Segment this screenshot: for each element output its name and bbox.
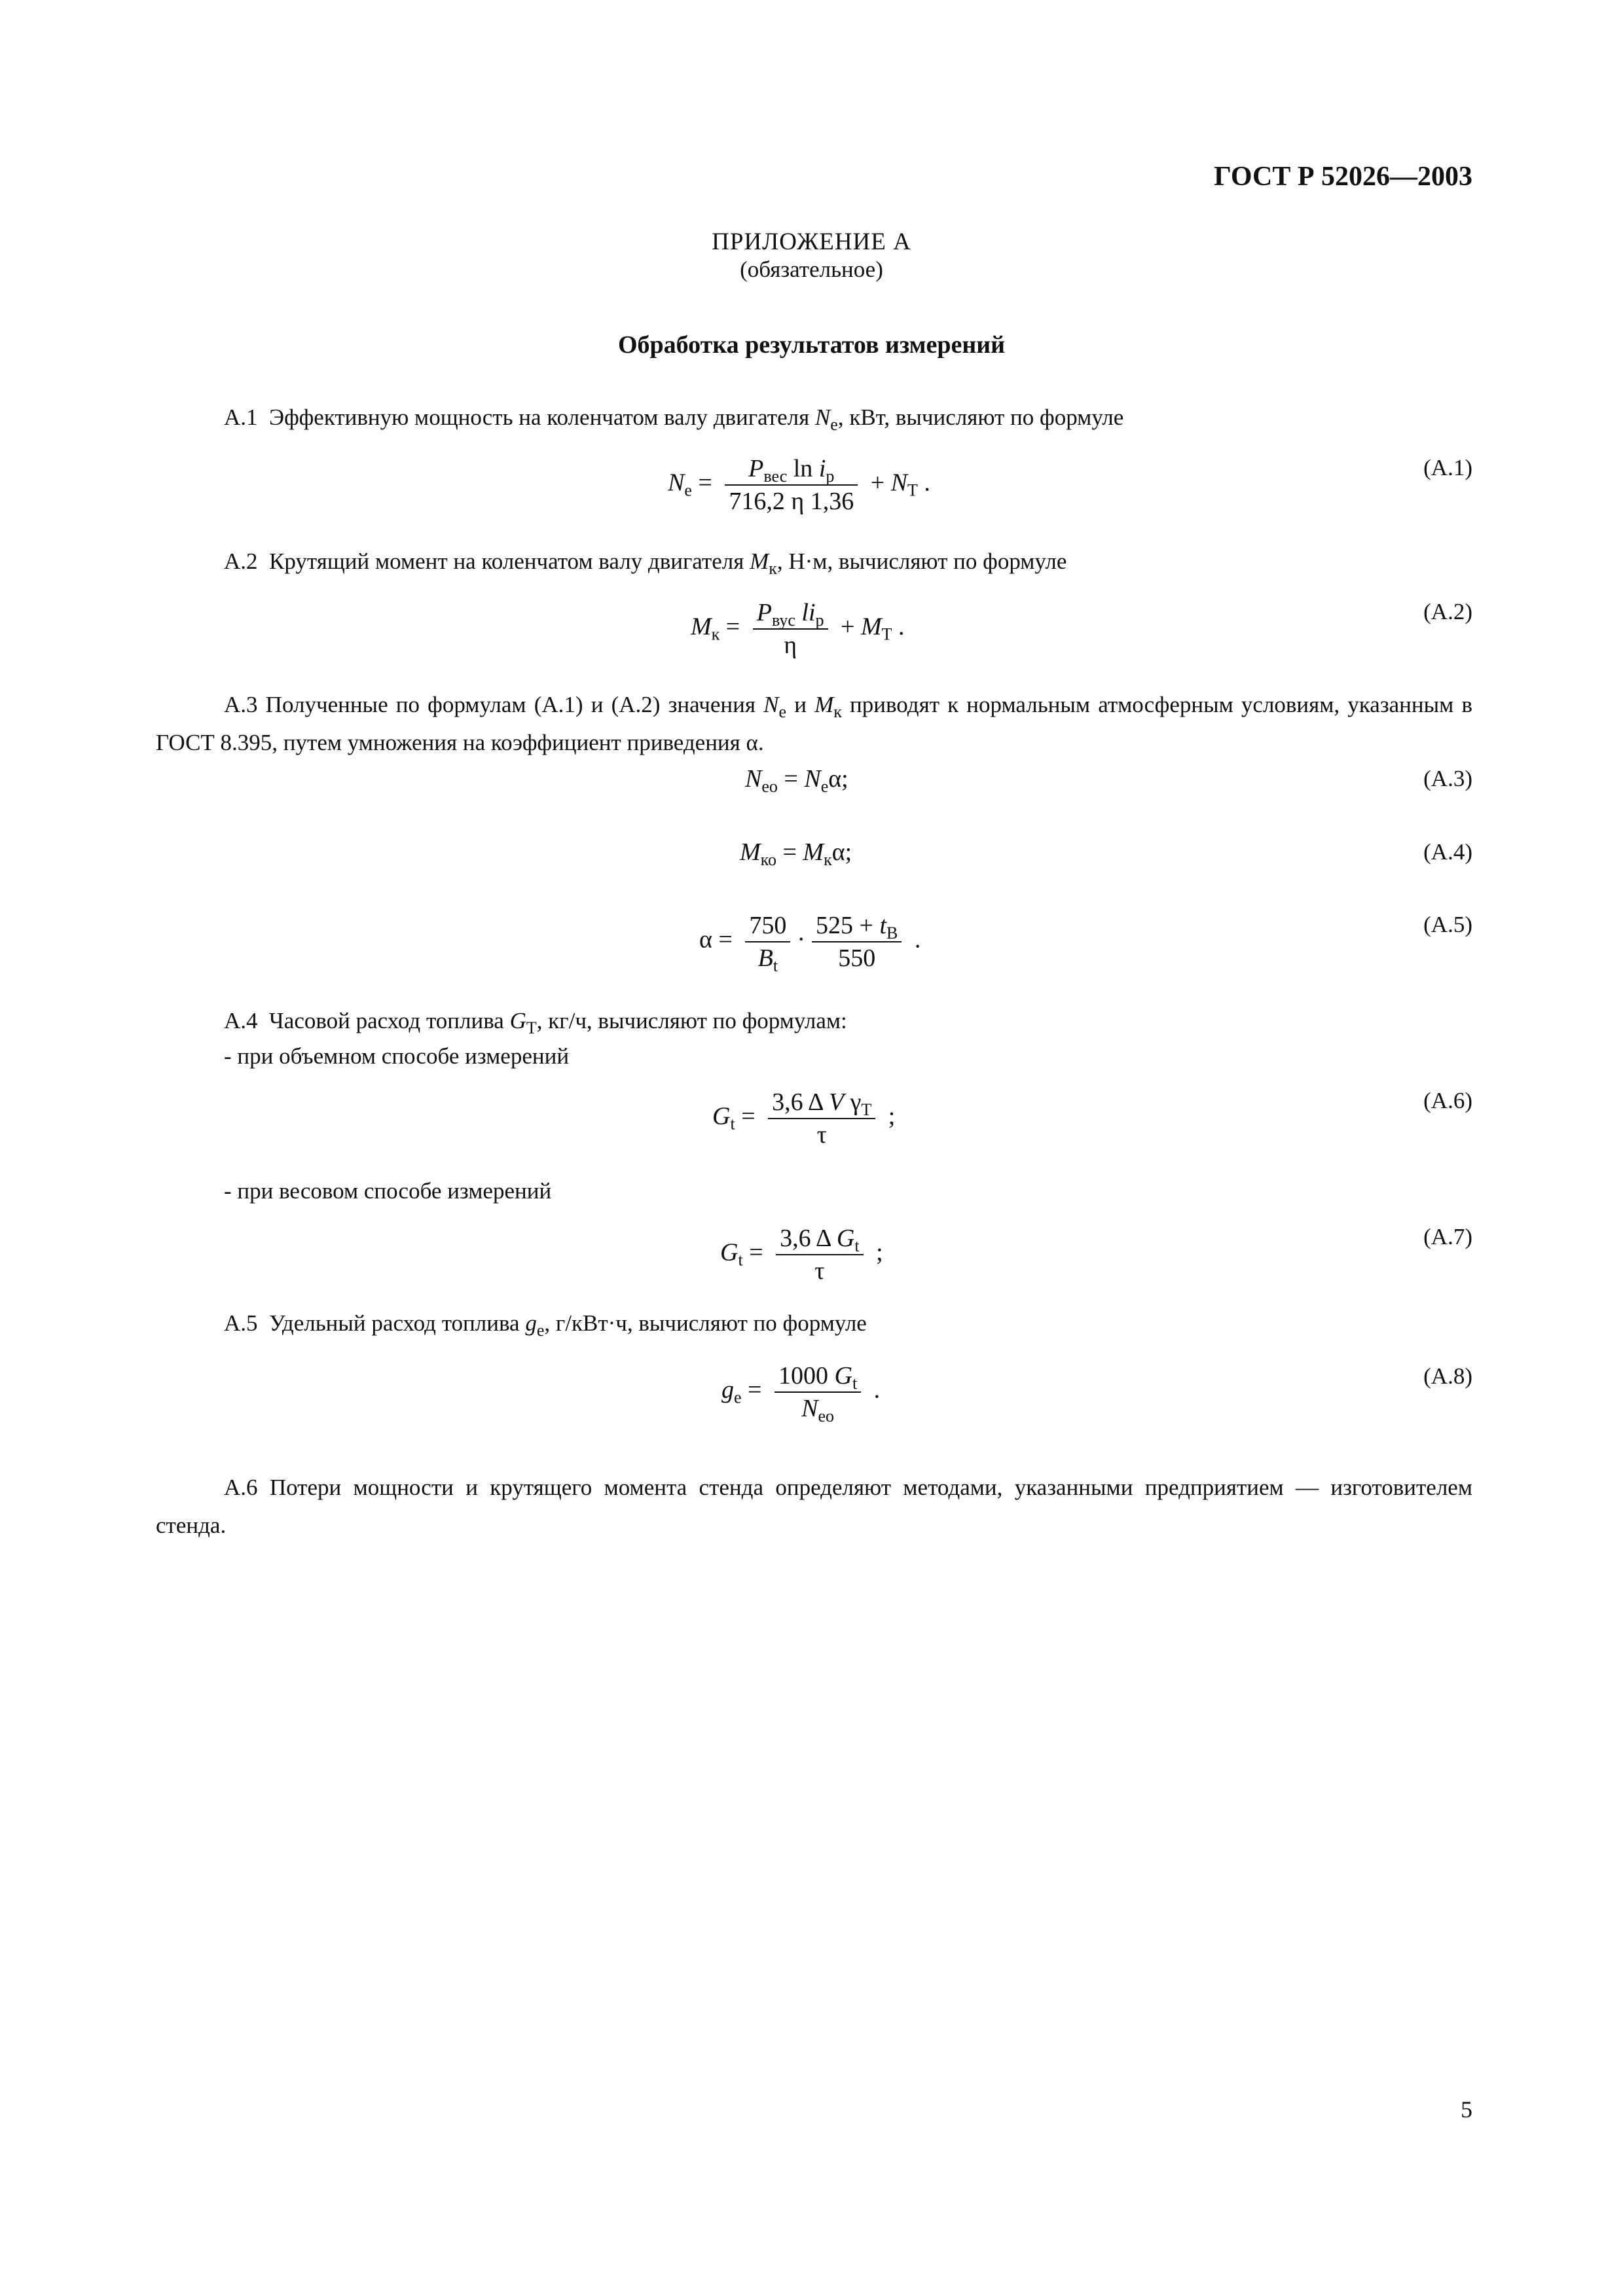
paragraph-a2: А.2 Крутящий момент на коленчатом валу двигателя $M_к$, Н·м, вычисляют по формуле bbox=[224, 548, 1067, 578]
paragraph-a4: А.4 Часовой расход топлива $G_Т$, кг/ч, вычисляют по формулам: bbox=[224, 1008, 847, 1037]
formula-a7: $G_t$ = $\frac{3,6 \Delta G_t}{\tau}$ ; bbox=[720, 1223, 883, 1287]
clause-number: А.2 bbox=[224, 548, 258, 574]
clause-number: А.1 bbox=[224, 404, 258, 430]
list-item-weight: - при весовом способе измерений bbox=[224, 1178, 552, 1204]
fraction: $\frac{525 + t_В}{550}$ bbox=[812, 910, 902, 974]
paragraph-a1: А.1 Эффективную мощность на коленчатом валу двигателя $N_e$, кВт, вычисляют по формуле bbox=[224, 404, 1124, 434]
formula-a3: $N_{eo} = N_e\alpha$; bbox=[745, 765, 848, 796]
equation-number: (А.5) bbox=[1423, 912, 1472, 937]
fraction: $\frac{P_{вус} li_р}{\eta}$ bbox=[753, 597, 828, 661]
fraction: $\frac{1000 G_t}{N_{eo}}$ bbox=[775, 1360, 861, 1424]
standard-number: ГОСТ Р 52026—2003 bbox=[1214, 162, 1472, 192]
clause-number: А.5 bbox=[224, 1310, 258, 1336]
formula-a5: α = $\frac{750}{B_t}$ · $\frac{525 + t_В}{550}$ . bbox=[699, 910, 921, 974]
appendix-title: ПРИЛОЖЕНИЕ А bbox=[712, 228, 911, 255]
formula-a1: $N_e$ = $\frac{P_{вес} \ln i_р}{716,2 \eta 1,36}$ + $N_Т$ . bbox=[668, 453, 930, 517]
appendix-subtitle: (обязательное) bbox=[740, 257, 883, 282]
equation-number: (А.8) bbox=[1423, 1363, 1472, 1389]
formula-a2: $M_к$ = $\frac{P_{вус} li_р}{\eta}$ + $M_Т$ . bbox=[691, 597, 905, 661]
fraction: $\frac{P_{вес} \ln i_р}{716,2 \eta 1,36}$ bbox=[725, 453, 858, 517]
formula-a4: $M_{ко} = M_к\alpha$; bbox=[740, 838, 852, 869]
equation-number: (А.7) bbox=[1423, 1224, 1472, 1249]
paragraph-a6: А.6 Потери мощности и крутящего момента стенда определяют методами, указанными предприятием — изготовителем стенда. bbox=[156, 1475, 1472, 1538]
equation-number: (А.2) bbox=[1423, 599, 1472, 624]
clause-number: А.4 bbox=[224, 1008, 258, 1033]
list-item-volumetric: - при объемном способе измерений bbox=[224, 1043, 570, 1069]
section-heading: Обработка результатов измерений bbox=[617, 331, 1006, 359]
equation-number: (А.4) bbox=[1423, 839, 1472, 865]
equation-number: (А.3) bbox=[1423, 766, 1472, 791]
fraction: $\frac{3,6 \Delta G_t}{\tau}$ bbox=[776, 1223, 863, 1287]
equation-number: (А.6) bbox=[1423, 1088, 1472, 1113]
equation-number: (А.1) bbox=[1423, 455, 1472, 480]
formula-a6: $G_t$ = $\frac{3,6 \Delta V \gamma_Т}{\tau}$ ; bbox=[712, 1086, 895, 1151]
formula-a8: $g_e$ = $\frac{1000 G_t}{N_{eo}}$ . bbox=[721, 1360, 880, 1424]
paragraph-a3: А.3 Полученные по формулам (А.1) и (А.2) значения $N_e$ и $M_к$ приводят к нормальным атмосферным условиям, указанным в ГОСТ 8.395, путем умножения на коэффициент приведения α. bbox=[156, 692, 1472, 755]
fraction: $\frac{3,6 \Delta V \gamma_Т}{\tau}$ bbox=[768, 1086, 875, 1151]
fraction: $\frac{750}{B_t}$ bbox=[745, 910, 790, 974]
page-number: 5 bbox=[1461, 2096, 1472, 2123]
paragraph-a5: А.5 Удельный расход топлива $g_e$, г/кВт·ч, вычисляют по формуле bbox=[224, 1310, 867, 1340]
